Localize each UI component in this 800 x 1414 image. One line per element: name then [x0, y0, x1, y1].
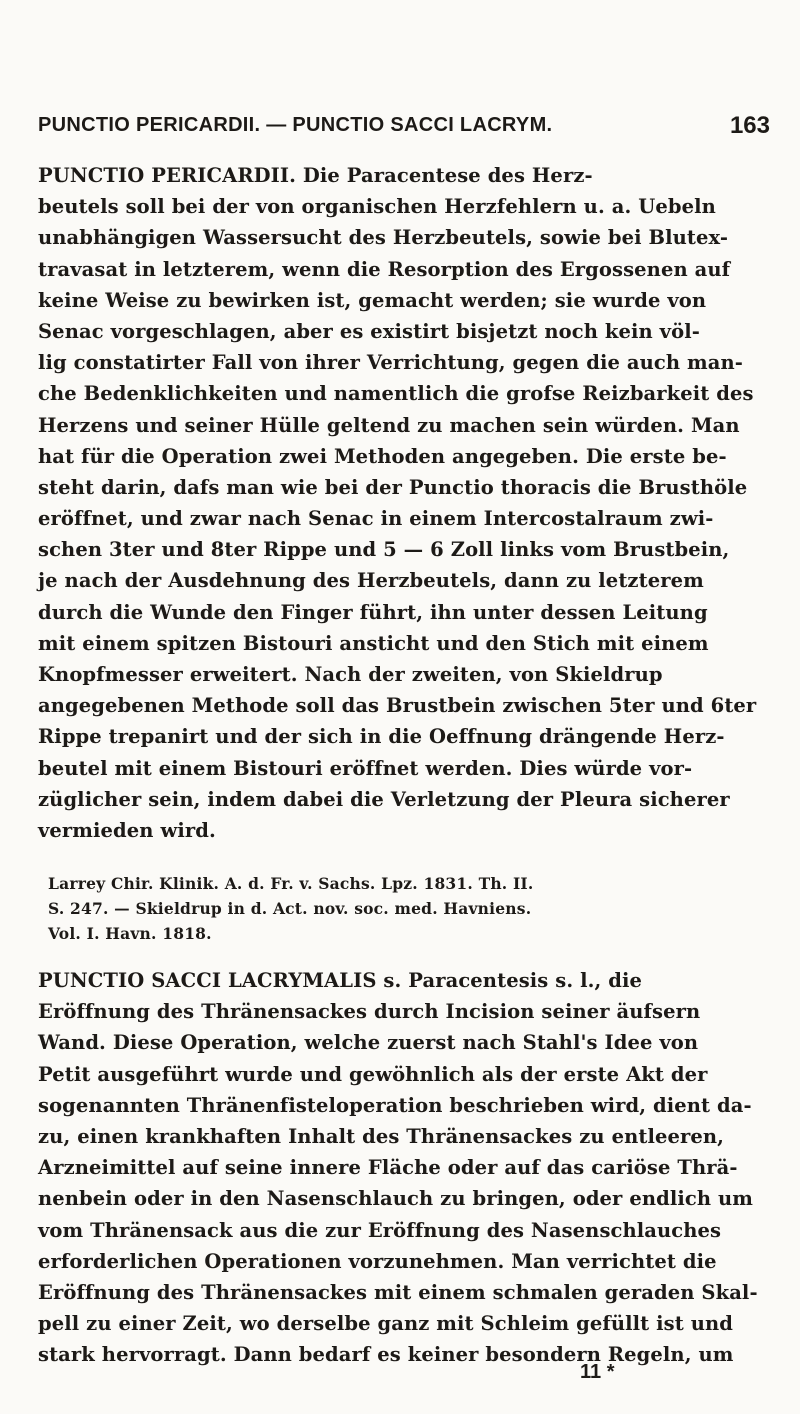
text-line: travasat in letzterem, wenn die Resorption des Ergossenen auf [38, 257, 731, 281]
text-line: Knopfmesser erweitert. Nach der zweiten, von Skieldrup [38, 663, 663, 686]
text-line: beutels soll bei der von organischen Herzfehlern u. a. Uebeln [38, 195, 716, 219]
text-line: eröffnet, und zwar nach Senac in einem Intercostalraum zwi- [38, 507, 714, 531]
text-line: keine Weise zu bewirken ist, gemacht werden; sie wurde von [38, 288, 707, 312]
entry-punctio-sacci-lacrymalis [38, 965, 773, 1370]
text-line: züglicher sein, indem dabei die Verletzung der Pleura sicherer [38, 787, 730, 811]
text-line: sogenannten Thränenfisteloperation beschrieben wird, dient da- [38, 1093, 752, 1117]
text-line: PUNCTIO SACCI LACRYMALIS s. Paracentesis s. l., die [38, 969, 643, 992]
references-block [48, 871, 768, 946]
running-head-title: PUNCTIO PERICARDII. — PUNCTIO SACCI LACRYM. [38, 114, 553, 136]
text-line: pell zu einer Zeit, wo derselbe ganz mit Schleim gefüllt ist und [38, 1312, 734, 1336]
text-line: che Bedenklichkeiten und namentlich die grofse Reizbarkeit des [38, 382, 754, 406]
text-line: hat für die Operation zwei Methoden angegeben. Die erste be- [38, 444, 727, 468]
page-number: 163 [729, 112, 770, 139]
text-line: vom Thränensack aus die zur Eröffnung des Nasenschlauches [38, 1218, 722, 1242]
text-line: Eröffnung des Thränensackes mit einem schmalen geraden Skal- [38, 1280, 758, 1304]
text-line: Rippe trepanirt und der sich in die Oeffnung drängende Herz- [38, 725, 725, 749]
text-line: Arzneimittel auf seine innere Fläche oder auf das cariöse Thrä- [38, 1156, 738, 1180]
text-line: Senac vorgeschlagen, aber es existirt bisjetzt noch kein völ- [38, 319, 700, 343]
text-line: steht darin, dafs man wie bei der Punctio thoracis die Brusthöle [38, 475, 748, 499]
reference-line: Vol. I. Havn. 1818. [48, 924, 212, 943]
text-line: Petit ausgeführt wurde und gewöhnlich als der erste Akt der [38, 1062, 708, 1086]
text-line: zu, einen krankhaften Inhalt des Thränensackes zu entleeren, [38, 1124, 725, 1148]
text-line: vermieden wird. [38, 818, 216, 842]
text-line: schen 3ter und 8ter Rippe und 5 — 6 Zoll links vom Brustbein, [38, 538, 730, 562]
text-line: Wand. Diese Operation, welche zuerst nach Stahl's Idee von [38, 1031, 699, 1055]
text-line: Herzens und seiner Hülle geltend zu machen sein würden. Man [38, 413, 740, 437]
running-head [38, 114, 770, 142]
text-line: mit einem spitzen Bistouri ansticht und den Stich mit einem [38, 631, 709, 655]
text-line: je nach der Ausdehnung des Herzbeutels, dann zu letzterem [38, 569, 704, 593]
text-line: durch die Wunde den Finger führt, ihn unter dessen Leitung [38, 600, 708, 624]
reference-line: S. 247. — Skieldrup in d. Act. nov. soc. med. Havniens. [48, 899, 532, 918]
text-line: lig constatirter Fall von ihrer Verrichtung, gegen die auch man- [38, 351, 743, 375]
entry-punctio-pericardii [38, 160, 773, 846]
reference-line: Larrey Chir. Klinik. A. d. Fr. v. Sachs. Lpz. 1831. Th. II. [48, 874, 534, 893]
text-line: stark hervorragt. Dann bedarf es keiner besondern Regeln, um [38, 1343, 734, 1367]
signature-mark: 11 * [580, 1361, 615, 1383]
text-line: Eröffnung des Thränensackes durch Incision seiner äufsern [38, 1000, 701, 1024]
text-line: nenbein oder in den Nasenschlauch zu bringen, oder endlich um [38, 1187, 754, 1211]
text-line: unabhängigen Wassersucht des Herzbeutels, sowie bei Blutex- [38, 226, 729, 250]
text-line: angegebenen Methode soll das Brustbein zwischen 5ter und 6ter [38, 694, 757, 718]
text-line: erforderlichen Operationen vorzunehmen. Man verrichtet die [38, 1249, 717, 1273]
text-line: beutel mit einem Bistouri eröffnet werden. Dies würde vor- [38, 756, 693, 780]
text-line: PUNCTIO PERICARDII. Die Paracentese des Herz- [38, 164, 593, 187]
